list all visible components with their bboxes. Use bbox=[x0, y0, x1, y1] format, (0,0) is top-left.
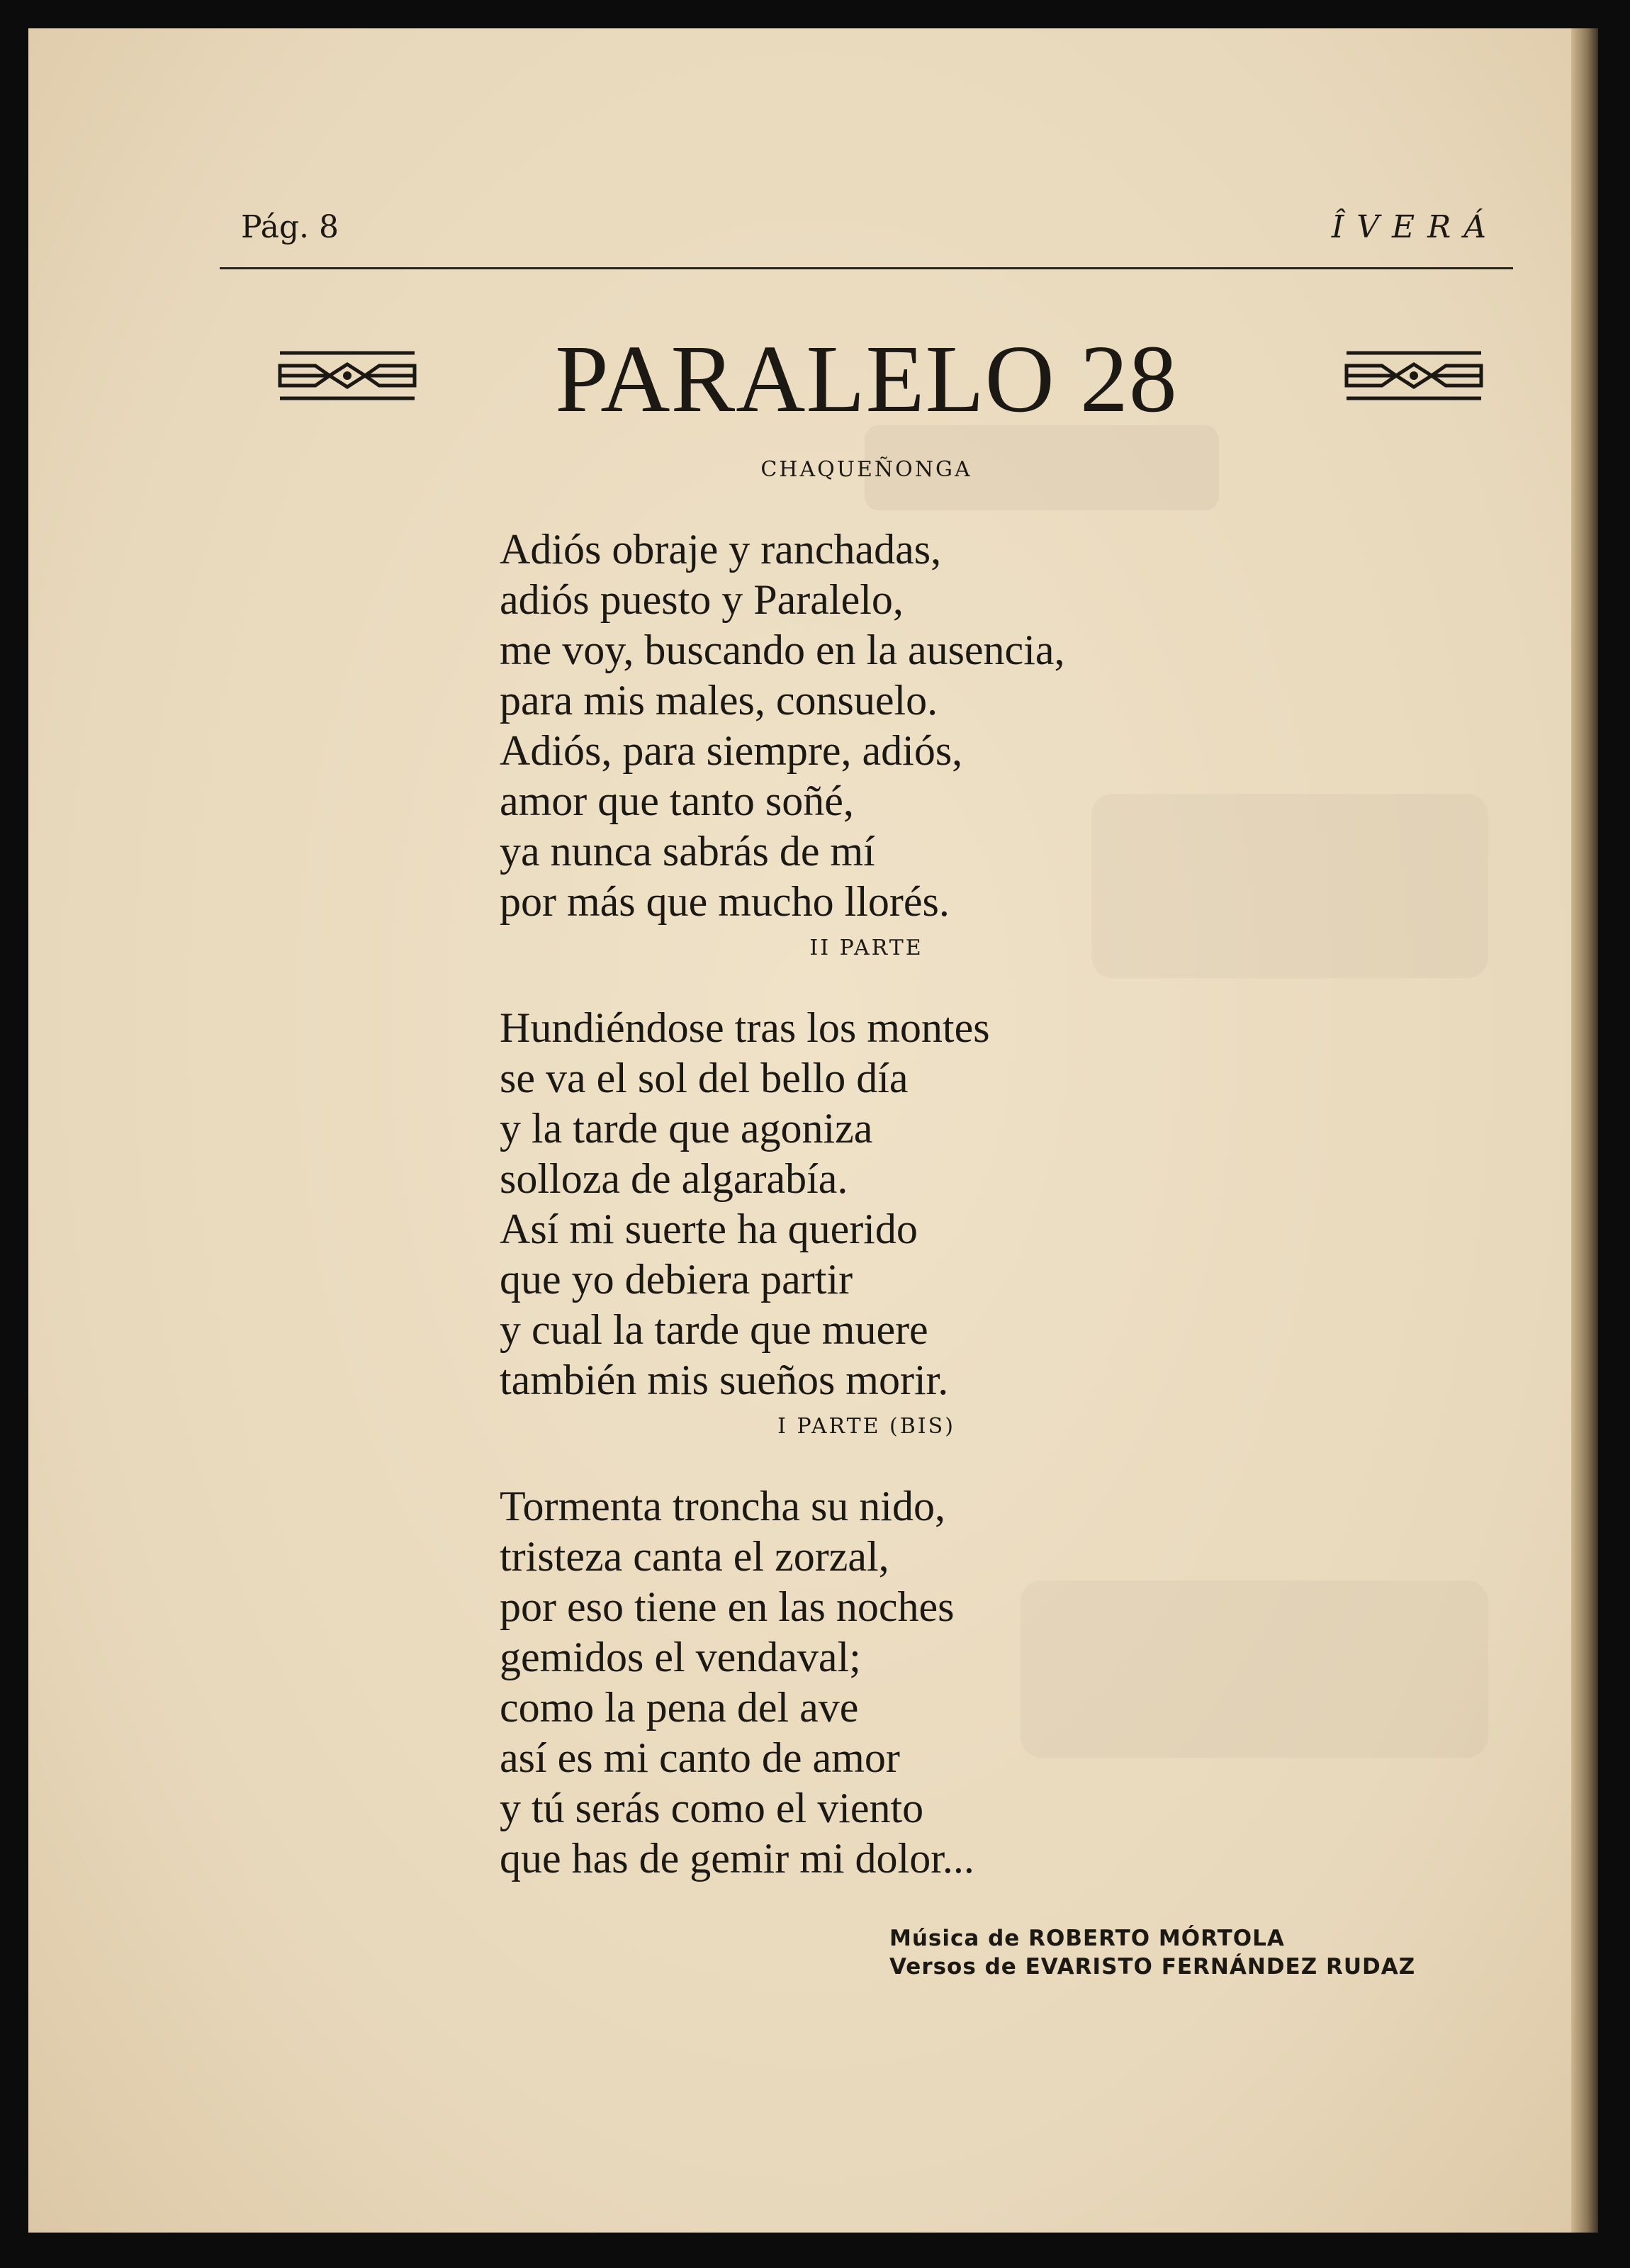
stanza-2 bbox=[500, 1003, 1350, 1405]
journal-name: ÎVERÁ bbox=[1331, 209, 1499, 245]
verse-line: también mis sueños morir. bbox=[500, 1357, 949, 1403]
verse-line: Adiós, para siempre, adiós, bbox=[500, 727, 963, 774]
verse-line: para mis males, consuelo. bbox=[500, 677, 938, 724]
verse-line: que yo debiera partir bbox=[500, 1256, 853, 1303]
song-title: PARALELO 28 bbox=[555, 326, 1178, 432]
verse-line: que has de gemir mi dolor... bbox=[500, 1835, 974, 1882]
verse-line: adiós puesto y Paralelo, bbox=[500, 576, 904, 623]
verse-line: se va el sol del bello día bbox=[500, 1055, 909, 1101]
verse-line: por eso tiene en las noches bbox=[500, 1583, 955, 1630]
page-spine-shadow bbox=[1571, 28, 1598, 2233]
part-label: I PARTE (BIS) bbox=[777, 1414, 955, 1439]
verse-line: solloza de algarabía. bbox=[500, 1155, 848, 1202]
song-genre: CHAQUEÑONGA bbox=[760, 457, 972, 482]
song-credits bbox=[889, 1924, 1415, 1981]
verse-line: Adiós obraje y ranchadas, bbox=[500, 526, 942, 573]
verse-line: Hundiéndose tras los montes bbox=[500, 1004, 990, 1051]
part-label: II PARTE bbox=[809, 936, 923, 960]
verse-line: por más que mucho llorés. bbox=[500, 878, 950, 925]
verse-line: gemidos el vendaval; bbox=[500, 1634, 861, 1680]
verse-line: y cual la tarde que muere bbox=[500, 1306, 928, 1353]
magazine-page bbox=[28, 28, 1598, 2233]
running-header bbox=[220, 209, 1513, 259]
verse-line: Así mi suerte ha querido bbox=[500, 1206, 918, 1252]
verse-line: y tú serás como el viento bbox=[500, 1785, 924, 1831]
verse-line: Tormenta troncha su nido, bbox=[500, 1483, 945, 1529]
verse-line: me voy, buscando en la ausencia, bbox=[500, 627, 1065, 673]
lyrics-credit: Versos de EVARISTO FERNÁNDEZ RUDAZ bbox=[889, 1954, 1416, 1980]
page-number: Pág. 8 bbox=[241, 209, 339, 245]
verse-line: así es mi canto de amor bbox=[500, 1734, 900, 1781]
verse-line: amor que tanto soñé, bbox=[500, 777, 854, 824]
header-rule bbox=[220, 267, 1513, 269]
stanza-3 bbox=[500, 1481, 1350, 1884]
verse-line: tristeza canta el zorzal, bbox=[500, 1533, 889, 1580]
ornament-right-icon bbox=[1343, 347, 1485, 404]
verse-line: y la tarde que agoniza bbox=[500, 1105, 873, 1152]
verse-line: ya nunca sabrás de mí bbox=[500, 828, 875, 875]
music-credit: Música de ROBERTO MÓRTOLA bbox=[889, 1926, 1285, 1951]
stanza-1 bbox=[500, 524, 1350, 927]
title-row bbox=[220, 326, 1513, 432]
verse-line: como la pena del ave bbox=[500, 1684, 859, 1731]
